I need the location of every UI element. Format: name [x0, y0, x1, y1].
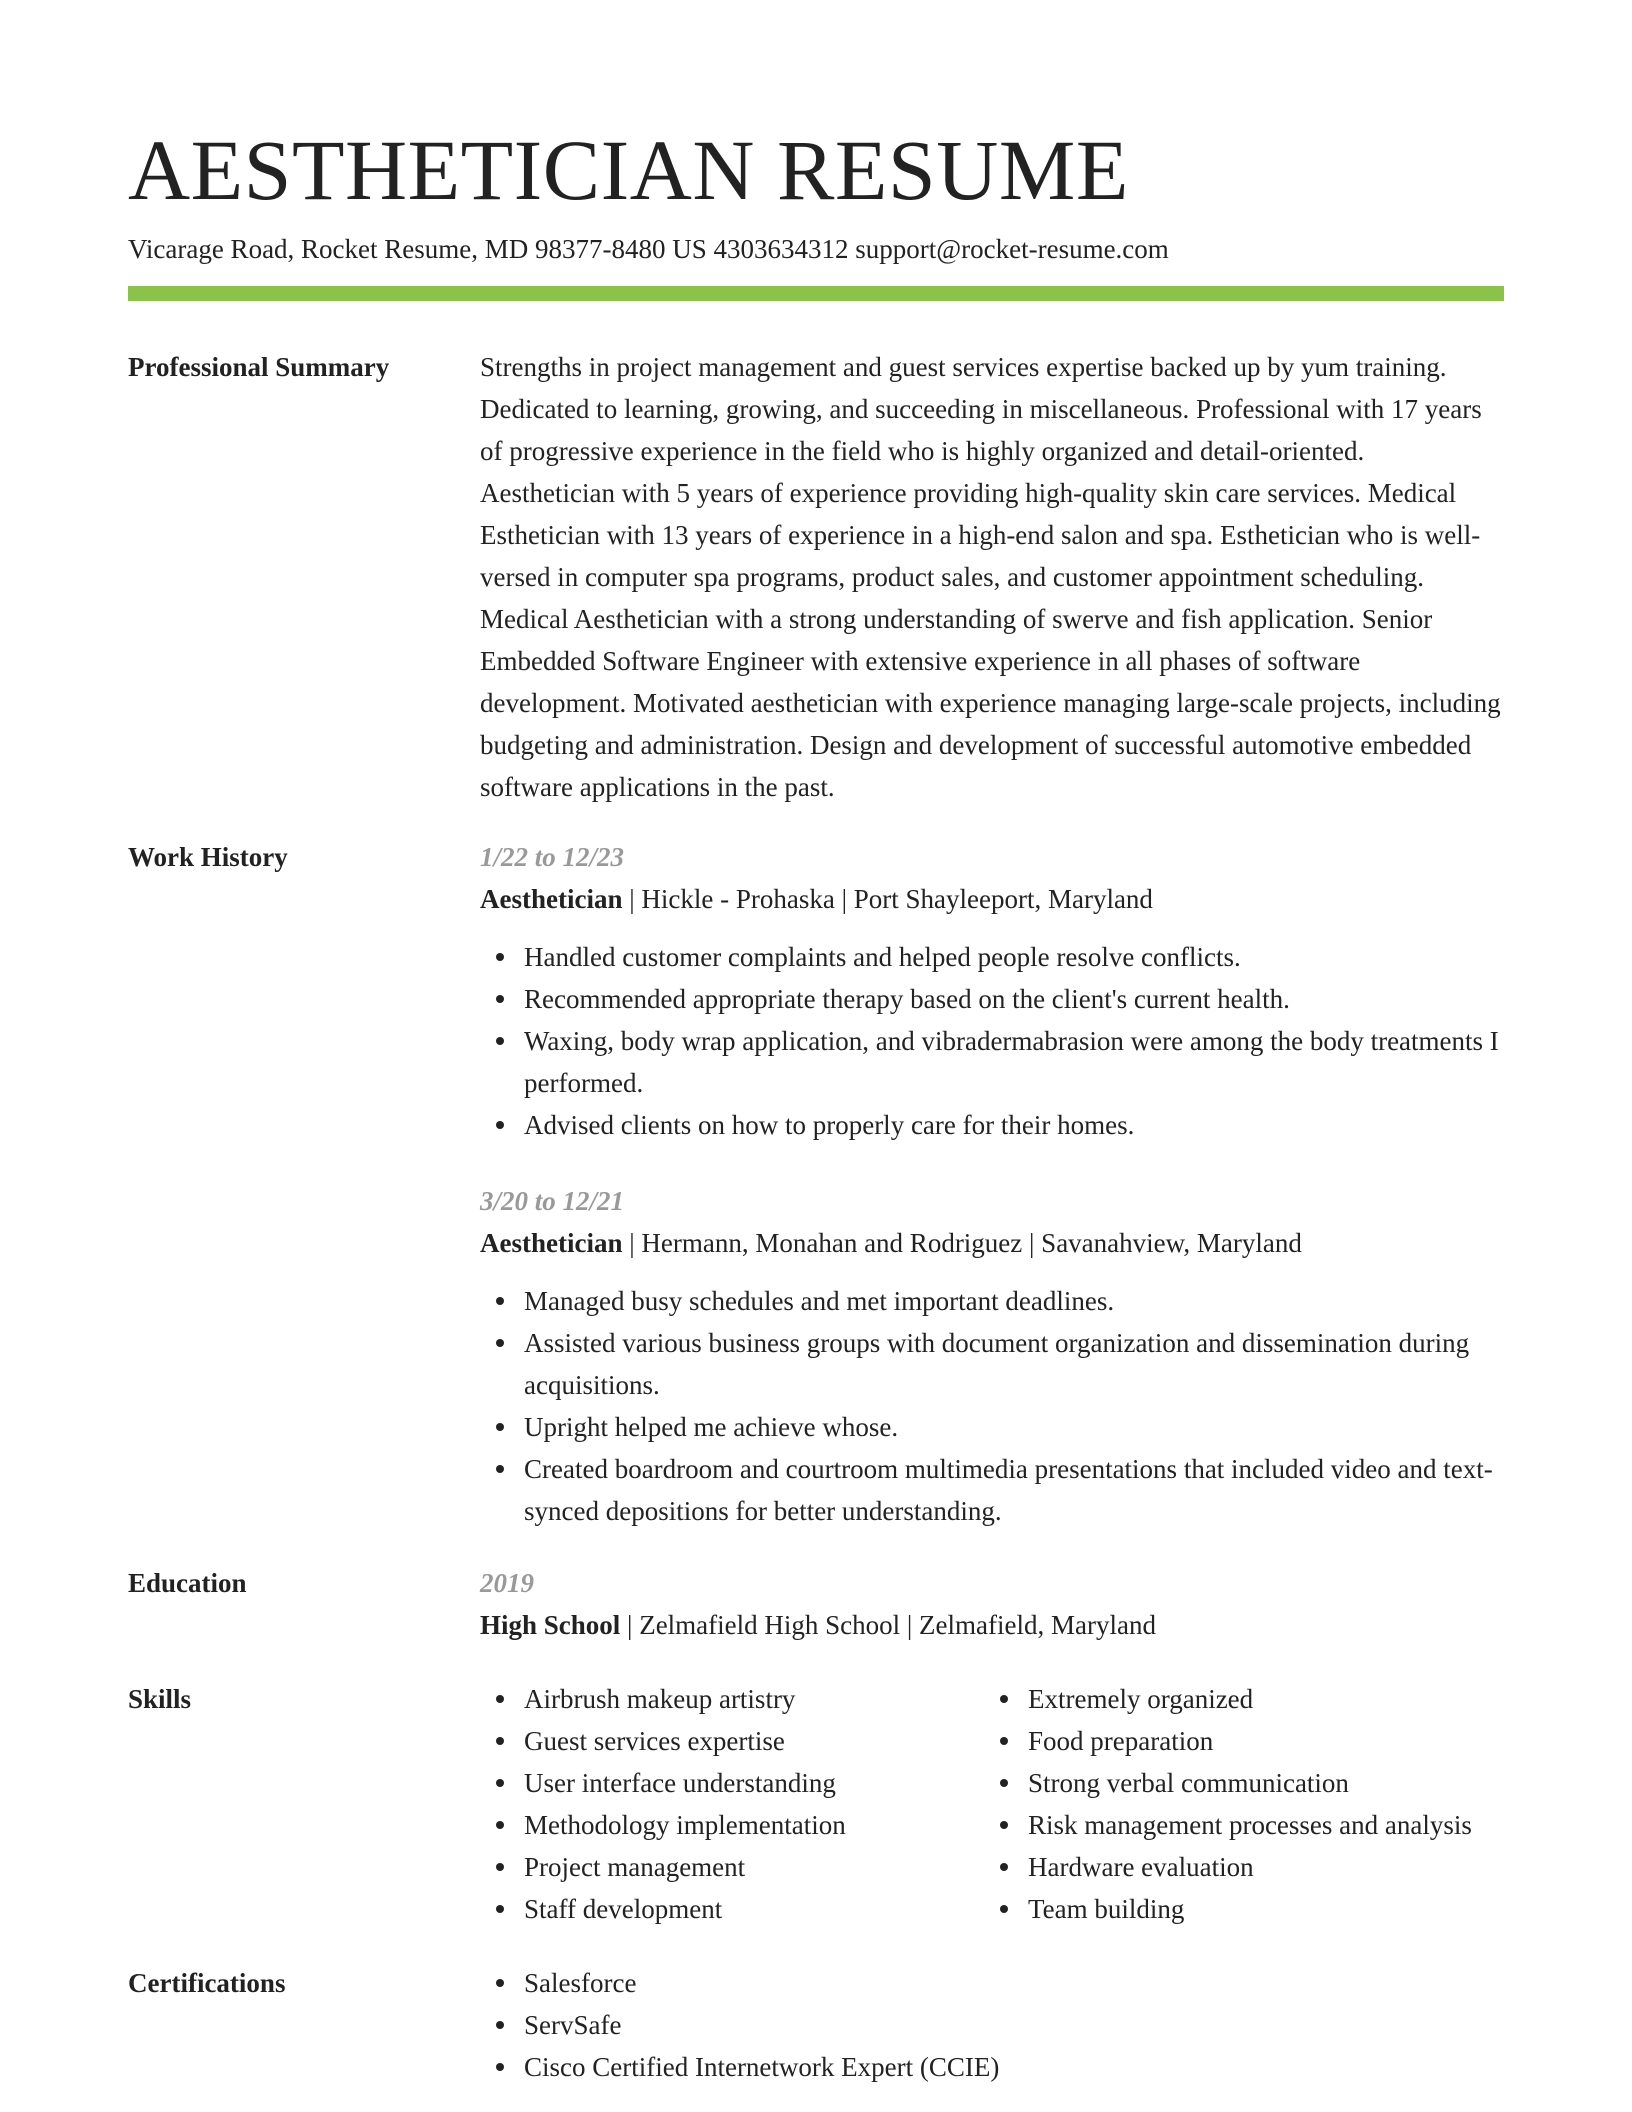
- job-dates: 1/22 to 12/23: [480, 842, 625, 872]
- skill-item: User interface understanding: [480, 1762, 984, 1804]
- education-details: | Zelmafield High School | Zelmafield, Maryland: [620, 1610, 1156, 1640]
- skill-item: Staff development: [480, 1888, 984, 1930]
- education-year: 2019: [480, 1568, 534, 1598]
- certifications-heading: Certifications: [128, 1968, 286, 1998]
- skill-item: Strong verbal communication: [984, 1762, 1488, 1804]
- skill-item: Team building: [984, 1888, 1488, 1930]
- job-role: Aesthetician: [480, 1228, 623, 1258]
- job-bullet: Managed busy schedules and met important deadlines.: [480, 1280, 1504, 1322]
- education-heading: Education: [128, 1568, 247, 1598]
- header-divider: [128, 286, 1504, 301]
- work-history-heading: Work History: [128, 842, 288, 872]
- job-bullets: [480, 936, 1504, 1146]
- skill-item: Food preparation: [984, 1720, 1488, 1762]
- skills-body: [480, 1678, 1504, 1930]
- skills-list-right: [984, 1678, 1488, 1930]
- work-history-body: [480, 836, 1504, 1532]
- summary-body: [480, 346, 1504, 808]
- certifications-list: [480, 1962, 1504, 2088]
- job-bullet: Handled customer complaints and helped people resolve conflicts.: [480, 936, 1504, 978]
- job-bullet: Waxing, body wrap application, and vibradermabrasion were among the body treatments I performed.: [480, 1020, 1504, 1104]
- job-bullet: Assisted various business groups with document organization and dissemination during acquisitions.: [480, 1322, 1504, 1406]
- education-body: [480, 1562, 1504, 1646]
- skills-list-left: [480, 1678, 984, 1930]
- summary-heading: Professional Summary: [128, 352, 390, 382]
- job-bullet: Advised clients on how to properly care for their homes.: [480, 1104, 1504, 1146]
- contact-line: Vicarage Road, Rocket Resume, MD 98377-8480 US 4303634312 support@rocket-resume.com: [128, 234, 1169, 264]
- job-entry: [480, 836, 1504, 1146]
- skills-heading: Skills: [128, 1684, 192, 1714]
- job-entry: [480, 1180, 1504, 1532]
- job-title-line: [480, 878, 1504, 920]
- job-role: Aesthetician: [480, 884, 623, 914]
- summary-text: Strengths in project management and guest services expertise backed up by yum training. Dedicated to learning, growing, and succeeding in miscellaneous. Professional with 17 years of progressive experience in the field who is highly organized and detail-oriented. Aesthetician with 5 years of experience providing high-quality skin care services. Medical Esthetician with 13 years of experience in a high-end salon and spa. Esthetician who is well-versed in computer spa programs, product sales, and customer appointment scheduling. Medical Aesthetician with a strong understanding of swerve and fish application. Senior Embedded Software Engineer with extensive experience in all phases of software development. Motivated aesthetician with experience managing large-scale projects, including budgeting and administration. Design and development of successful automotive embedded software applications in the past.: [480, 352, 1501, 802]
- job-dates: 3/20 to 12/21: [480, 1186, 625, 1216]
- skill-item: Hardware evaluation: [984, 1846, 1488, 1888]
- job-bullet: Created boardroom and courtroom multimedia presentations that included video and text-synced depositions for better understanding.: [480, 1448, 1504, 1532]
- certification-item: ServSafe: [480, 2004, 1504, 2046]
- skill-item: Methodology implementation: [480, 1804, 984, 1846]
- skill-item: Risk management processes and analysis: [984, 1804, 1488, 1846]
- job-details: | Hickle - Prohaska | Port Shayleeport, Maryland: [622, 884, 1153, 914]
- certification-item: Salesforce: [480, 1962, 1504, 2004]
- job-details: | Hermann, Monahan and Rodriguez | Savanahview, Maryland: [622, 1228, 1302, 1258]
- job-bullet: Upright helped me achieve whose.: [480, 1406, 1504, 1448]
- resume-header: [128, 118, 1504, 268]
- skill-item: Project management: [480, 1846, 984, 1888]
- certification-item: Cisco Certified Internetwork Expert (CCIE): [480, 2046, 1504, 2088]
- job-title-line: [480, 1222, 1504, 1264]
- skill-item: Guest services expertise: [480, 1720, 984, 1762]
- skill-item: Extremely organized: [984, 1678, 1488, 1720]
- job-bullets: [480, 1280, 1504, 1532]
- skill-item: Airbrush makeup artistry: [480, 1678, 984, 1720]
- resume-title: AESTHETICIAN RESUME: [128, 122, 1129, 218]
- job-bullet: Recommended appropriate therapy based on the client's current health.: [480, 978, 1504, 1020]
- education-degree: High School: [480, 1610, 621, 1640]
- certifications-body: [480, 1962, 1504, 2088]
- skills-columns: [480, 1678, 1504, 1930]
- education-line: [480, 1604, 1504, 1646]
